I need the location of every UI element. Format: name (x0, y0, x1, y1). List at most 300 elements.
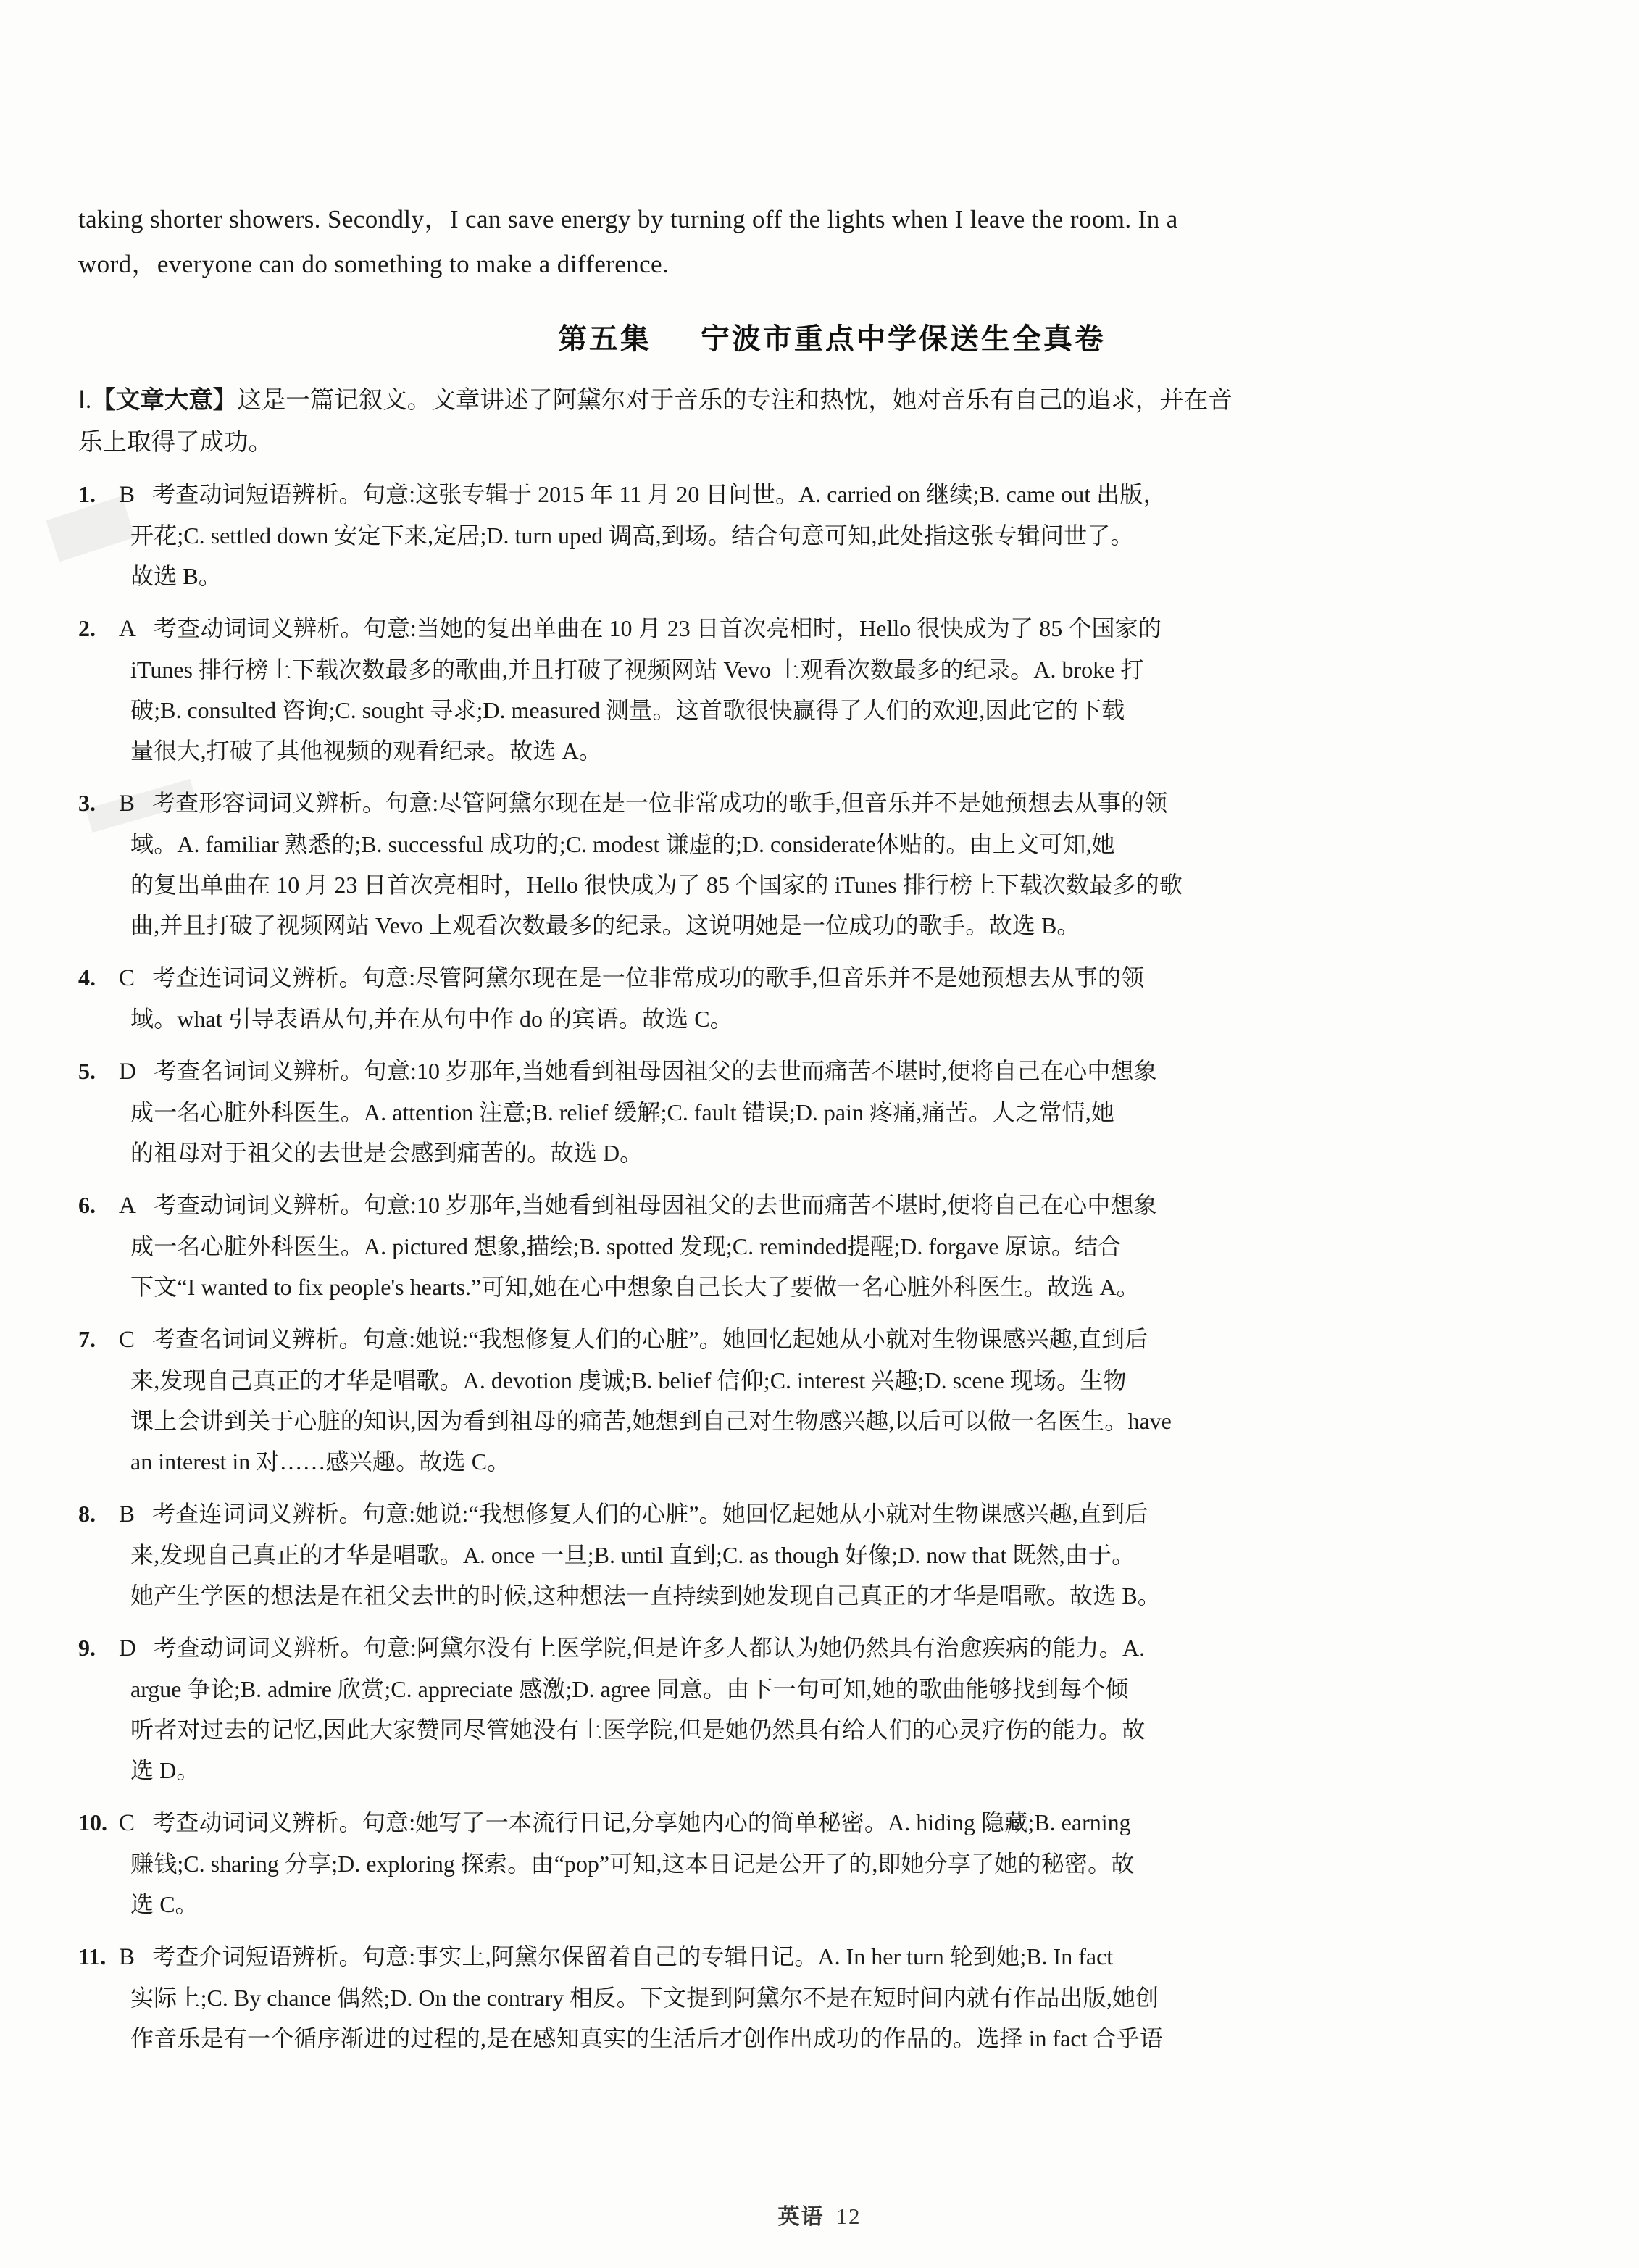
explanation-first-line (78, 1493, 1535, 1535)
text-run-latin: ;B. In fact (1019, 1943, 1114, 1969)
text-run-latin: ;D. pain (788, 1099, 870, 1125)
explanation-wrapped-line (78, 1575, 1535, 1616)
text-run-latin: B (177, 563, 199, 589)
text-run-cjk: 的宾语。故选 (549, 1005, 689, 1033)
text-run-cjk: 选 (130, 1756, 154, 1784)
text-run-cjk: 轮到她 (949, 1943, 1020, 1970)
correct-answer-letter: D (119, 1059, 136, 1085)
text-run-latin: ;C. reminded (725, 1233, 847, 1259)
explanation-first-line (78, 1185, 1535, 1226)
footer-subject (778, 2198, 862, 2230)
text-run-cjk: 这种想法一直持续到她发现自己真正的才华是唱歌。故选 (533, 1582, 1117, 1609)
text-run-cjk: 直到后 (1077, 1325, 1148, 1353)
text-run-cjk: 岁那年 (445, 1191, 516, 1219)
text-run-cjk: 岁那年 (445, 1057, 516, 1085)
answer-explanation-item (78, 1051, 1535, 1173)
explanation-wrapped-line (78, 1884, 1535, 1925)
text-run-latin: : (409, 1501, 416, 1527)
explanation-first-line (78, 1802, 1535, 1843)
text-run-cjk: 可知 (609, 1850, 656, 1877)
text-run-latin: , (872, 1851, 878, 1877)
question-number: 7. (78, 1326, 96, 1352)
text-run-cjk: 考查动词词义辨析。句意 (153, 614, 411, 642)
text-run-latin: :“ (462, 1501, 479, 1527)
text-run-cjk: 考查动词词义辨析。句意 (152, 1809, 409, 1836)
text-run-latin: B (1035, 912, 1057, 938)
text-run-latin: do (514, 1006, 549, 1032)
text-run-latin: ;C. appreciate (384, 1676, 520, 1702)
text-run-cjk: 开花 (130, 522, 178, 549)
passage-summary (78, 379, 1535, 462)
text-run-latin: , (888, 1408, 895, 1434)
text-run-latin: :10 (410, 1192, 446, 1218)
text-run-cjk: 她 (1091, 830, 1115, 858)
text-run-latin: , (866, 1676, 872, 1702)
text-run-cjk: 但音乐并不是她预想去从事的领 (841, 789, 1168, 817)
text-run-latin: A. devotion (462, 1367, 578, 1393)
text-run-latin: , (835, 790, 841, 816)
text-run-cjk: 现场。生物 (1009, 1367, 1127, 1394)
text-run-latin: Hello (859, 615, 917, 641)
text-run-latin: A (1093, 1274, 1117, 1300)
carry-over-line-1: taking shorter showers. Secondly，I can save energy by turning off the lights when I leave the room. In a (78, 205, 1178, 233)
answer-explanation-item (78, 1493, 1535, 1616)
explanation-wrapped-line (78, 905, 1535, 946)
text-run-cjk: 调高 (609, 522, 656, 549)
question-number: 9. (78, 1635, 96, 1661)
correct-answer-letter: B (119, 1944, 135, 1970)
question-number: 10. (78, 1809, 107, 1835)
text-run-cjk: 感兴趣。故选 (325, 1448, 466, 1475)
text-run-latin: Vevo (370, 912, 429, 938)
text-run-latin: ;B. belief (625, 1367, 717, 1393)
text-run-latin: , (656, 1851, 662, 1877)
text-run-latin: 10 (603, 615, 638, 641)
explanation-first-line (78, 608, 1535, 649)
explanation-first-line (78, 1319, 1535, 1360)
text-run-latin: 23 (328, 872, 364, 898)
text-run-cjk: 寻求 (430, 696, 477, 724)
text-run-cjk: 虔诚 (577, 1367, 625, 1394)
text-run-latin: , (317, 1717, 323, 1743)
text-run-cjk: 同意。由下一句可知 (656, 1675, 867, 1703)
text-run-cjk: 到场。结合句意可知 (661, 522, 872, 549)
text-run-cjk: 。 (198, 562, 222, 590)
text-run-cjk: 由于。 (1064, 1541, 1135, 1569)
explanation-first-line (78, 957, 1535, 998)
text-run-cjk: 破 (130, 696, 154, 724)
text-run-latin: , (1072, 1501, 1078, 1527)
text-run-cjk: 。 (1056, 912, 1080, 939)
text-run-latin: ;D. considerate (735, 831, 876, 857)
text-run-cjk: 赚钱 (130, 1850, 178, 1877)
text-run-cjk: 并且打破了视频网站 (507, 656, 718, 683)
text-run-cjk: 成一名心脏外科医生。 (130, 1233, 364, 1260)
text-run-cjk: 因此它的下载 (985, 696, 1125, 724)
text-run-cjk: 出版， (1096, 480, 1167, 508)
text-run-cjk: 排行榜上下载次数最多的歌曲 (198, 656, 502, 683)
answer-explanation-list (78, 474, 1535, 2059)
answer-explanation-item (78, 957, 1535, 1039)
section-roman-marker: Ⅰ. (78, 387, 92, 414)
text-run-cjk: 她写了一本流行日记 (415, 1809, 625, 1836)
text-run-cjk: 这本日记是公开了的 (662, 1850, 872, 1877)
text-run-cjk: 尽管阿黛尔现在是一位非常成功的歌手 (438, 789, 835, 817)
text-run-cjk: 发现自己真正的才华是唱歌。 (159, 1541, 463, 1569)
text-run-latin: , (871, 522, 877, 549)
text-run-cjk: 。她回忆起她从小就对生物课感兴趣 (698, 1325, 1072, 1353)
text-run-cjk: 。 (578, 737, 602, 764)
explanation-first-line (78, 1936, 1535, 1977)
text-run-cjk: 欣赏 (337, 1675, 385, 1703)
explanation-wrapped-line (78, 1709, 1535, 1750)
text-run-latin: , (1072, 1326, 1078, 1352)
text-run-cjk: 故选 (130, 562, 178, 590)
text-run-cjk: 打破了其他视频的观看纪录。故选 (206, 737, 556, 764)
text-run-cjk: 。 (175, 1890, 199, 1918)
text-run-latin: ” (688, 1326, 699, 1352)
text-run-latin: , (655, 522, 662, 549)
text-run-latin: iTunes (130, 656, 199, 683)
text-run-cjk: 听者对过去的记忆 (130, 1716, 317, 1743)
text-run-cjk: 我想修复人们的心脏 (478, 1325, 689, 1353)
text-run-latin: A (556, 738, 579, 764)
text-run-latin: , (428, 522, 434, 549)
text-run-cjk: 熟悉的 (284, 830, 355, 858)
text-run-cjk: 隐藏 (981, 1809, 1028, 1836)
answer-explanation-item (78, 1627, 1535, 1790)
text-run-cjk: 偶然 (337, 1984, 384, 2011)
text-run-latin: , (672, 1717, 679, 1743)
text-run-latin: ;D. On the contrary (383, 1985, 570, 2011)
explanation-wrapped-line (78, 730, 1535, 771)
text-run-cjk: 分享她内心的简单秘密。 (630, 1809, 888, 1836)
text-run-cjk: 她产生学医的想法是在祖父去世的时候 (130, 1582, 527, 1609)
text-run-latin: ;D. agree (565, 1676, 656, 1702)
text-run-cjk: 疼痛 (869, 1098, 917, 1126)
question-number: 5. (78, 1058, 96, 1084)
text-run-cjk: 体贴的。由上文可知 (875, 830, 1086, 858)
text-run-cjk: 她的歌曲能够找到每个倾 (872, 1675, 1129, 1703)
text-run-cjk: 痛苦。人之常情 (922, 1098, 1085, 1126)
text-run-latin: , (1085, 1099, 1091, 1125)
text-run-cjk: 。 (487, 1448, 511, 1475)
text-run-latin: , (154, 912, 160, 938)
text-run-latin: ;C. By chance (200, 1985, 337, 2011)
text-run-latin: , (154, 1367, 160, 1393)
text-run-cjk: 提醒 (846, 1233, 894, 1260)
explanation-wrapped-line (78, 1977, 1535, 2018)
text-run-latin: C (154, 1891, 175, 1917)
text-run-latin: : (432, 790, 439, 816)
text-run-latin: Hello (526, 872, 584, 898)
text-run-cjk: 实际上 (130, 1984, 201, 2011)
text-run-cjk: 感激 (519, 1675, 566, 1703)
text-run-cjk: 域。 (130, 1005, 178, 1033)
text-run-cjk: 打 (1120, 656, 1144, 683)
text-run-cjk: 并在从句中作 (373, 1005, 514, 1033)
text-run-latin: , (916, 1099, 922, 1125)
text-run-latin: : (409, 481, 416, 507)
correct-answer-letter: A (119, 616, 136, 642)
text-run-cjk: 选 (130, 1890, 154, 1918)
text-run-cjk: 个国家的 (1068, 614, 1162, 642)
question-number: 11. (78, 1943, 107, 1969)
text-run-cjk: 上观看次数最多的纪录。这说明她是一位成功的歌手。故选 (428, 912, 1035, 939)
explanation-wrapped-line (78, 1669, 1535, 1709)
text-run-cjk: 错误 (742, 1098, 789, 1126)
text-run-latin: 85 (700, 872, 735, 898)
text-run-cjk: 她说 (415, 1325, 462, 1353)
passage-summary-line-1 (78, 379, 1535, 421)
text-run-latin: ;C. as though (716, 1542, 845, 1568)
text-run-latin: argue (130, 1676, 188, 1702)
explanation-wrapped-line (78, 1226, 1535, 1267)
question-number: 1. (78, 481, 96, 507)
text-run-cjk: 排行榜上下载次数最多的歌 (902, 871, 1183, 899)
correct-answer-letter: C (119, 965, 135, 991)
explanation-wrapped-line (78, 1401, 1535, 1441)
text-run-cjk: 。 (1137, 1582, 1161, 1609)
explanation-wrapped-line (78, 1750, 1535, 1790)
text-run-cjk: 日问世。 (705, 480, 799, 508)
text-run-cjk: 月 (638, 614, 662, 642)
text-run-cjk: 安定下来 (334, 522, 428, 549)
text-run-cjk: 以后可以做一名医生。 (894, 1407, 1128, 1435)
text-run-latin: : (409, 1943, 416, 1969)
footer-page-number: 12 (835, 2204, 862, 2229)
text-run-latin: , (485, 1943, 491, 1969)
explanation-wrapped-line (78, 1267, 1535, 1307)
text-run-cjk: 咨询 (282, 696, 329, 724)
text-run-latin: , (941, 1192, 948, 1218)
text-run-cjk: 阿黛尔保留着自己的专辑日记。 (491, 1943, 818, 1970)
correct-answer-letter: B (119, 791, 135, 817)
text-run-cjk: 她在心中想象自己长大了要做一名心脏外科医生。故选 (533, 1273, 1094, 1301)
section-title-text: 宁波市重点中学保送生全真卷 (700, 322, 1106, 356)
text-run-latin: , (1059, 1542, 1065, 1568)
text-run-latin: , (480, 2025, 487, 2051)
text-run-cjk: 很快成为了 (583, 871, 701, 899)
text-run-cjk: 上观看次数最多的纪录。 (777, 656, 1034, 683)
question-number: 3. (78, 790, 96, 816)
text-run-latin: ;C. interest (763, 1367, 872, 1393)
text-run-cjk: 因此大家赞同尽管她没有上医学院 (322, 1716, 673, 1743)
explanation-wrapped-line (78, 1360, 1535, 1401)
text-run-cjk: 我想修复人们的心脏 (478, 1500, 689, 1527)
text-run-cjk: 曲 (130, 912, 154, 939)
explanation-wrapped-line (78, 1092, 1535, 1133)
text-run-cjk: 是在感知真实的生活后才创作出成功的作品的。选择 (486, 2025, 1023, 2052)
section-heading (78, 316, 1535, 357)
explanation-first-line (78, 1051, 1535, 1092)
text-run-latin: iTunes (828, 872, 903, 898)
text-run-latin: ;D. turn uped (480, 522, 609, 549)
text-run-latin: ;D. measured (476, 697, 606, 723)
text-run-latin: 23 (661, 615, 696, 641)
text-run-latin: 10 (270, 872, 306, 898)
text-run-cjk: 年 (590, 480, 614, 508)
text-run-latin: , (200, 738, 207, 764)
text-run-latin: , (1106, 1985, 1112, 2011)
text-run-cjk: 域。 (130, 830, 178, 858)
answer-explanation-item (78, 608, 1535, 771)
text-run-latin: , (154, 1542, 160, 1568)
carry-over-paragraph (78, 197, 1535, 287)
explanation-wrapped-line (78, 2018, 1535, 2059)
text-run-cjk: 她创 (1112, 1984, 1159, 2011)
text-run-cjk: 个国家的 (735, 871, 829, 899)
text-run-latin: an interest in (130, 1448, 257, 1475)
footer-subject-label: 英语 (777, 2204, 825, 2230)
text-run-cjk: 好像 (844, 1541, 892, 1569)
text-run-cjk: 。 (1116, 1273, 1140, 1301)
text-run-cjk: 考查名词词义辨析。句意 (153, 1057, 411, 1085)
text-run-latin: ;C. modest (559, 831, 666, 857)
text-run-cjk: 即她分享了她的秘密。故 (877, 1850, 1135, 1877)
text-run-cjk: 月 (305, 871, 329, 899)
text-run-cjk: 但是她仍然具有给人们的心灵疗伤的能力。故 (678, 1716, 1146, 1743)
page-footer (0, 2198, 1639, 2230)
text-run-latin: ;B. admire (233, 1676, 338, 1702)
text-run-latin: D (154, 1757, 177, 1783)
text-run-cjk: 但音乐并不是她预想去从事的领 (817, 964, 1145, 991)
text-run-latin: , (410, 1408, 417, 1434)
text-run-latin: C (465, 1448, 488, 1475)
question-number: 4. (78, 964, 96, 991)
text-run-cjk: 当她的复出单曲在 (416, 614, 604, 642)
text-run-latin: , (367, 1006, 374, 1032)
text-run-latin: ;B. relief (525, 1099, 614, 1125)
answer-explanation-item (78, 1319, 1535, 1482)
text-run-cjk: 缓解 (614, 1098, 661, 1126)
text-run-latin: A. once (462, 1542, 541, 1568)
correct-answer-letter: B (119, 1501, 135, 1527)
text-run-cjk: 信仰 (717, 1367, 764, 1394)
text-run-latin: ;B. consulted (154, 697, 283, 723)
text-run-cjk: 考查动词词义辨析。句意 (153, 1191, 411, 1219)
text-run-latin: “pop” (554, 1851, 610, 1877)
text-run-cjk: 当她看到祖母因祖父的去世而痛苦不堪时 (521, 1057, 942, 1085)
text-run-latin: ;D. forgave (893, 1233, 1005, 1259)
text-run-latin: D (597, 1140, 620, 1166)
text-run-cjk: 继续 (926, 480, 973, 508)
text-run-cjk: 阿黛尔没有上医学院 (416, 1634, 627, 1662)
text-run-cjk: 相反。下文提到阿黛尔不是在短时间内就有作品出版 (570, 1984, 1106, 2011)
text-run-latin: have (1127, 1408, 1172, 1434)
text-run-latin: , (625, 1809, 631, 1835)
text-run-cjk: 分享 (284, 1850, 332, 1877)
text-run-latin: ;C. settled down (177, 522, 335, 549)
text-run-latin: : (409, 1809, 416, 1835)
text-run-cjk: 发现自己真正的才华是唱歌。 (159, 1367, 463, 1394)
explanation-wrapped-line (78, 649, 1535, 690)
text-run-latin: “I wanted to fix people's hearts.” (177, 1274, 482, 1300)
text-run-latin: ;B. earning (1027, 1809, 1131, 1835)
text-run-latin: ;D. now that (891, 1542, 1013, 1568)
correct-answer-letter: D (119, 1635, 136, 1662)
explanation-wrapped-line (78, 556, 1535, 596)
text-run-latin: : (410, 1635, 417, 1661)
text-run-cjk: 对 (256, 1448, 280, 1475)
text-run-latin: what (177, 1006, 228, 1032)
text-run-cjk: 下文 (130, 1273, 178, 1301)
text-run-latin: A. broke (1033, 656, 1121, 683)
text-run-cjk: 争论 (187, 1675, 234, 1703)
text-run-latin: : (409, 1326, 416, 1352)
text-run-cjk: 她想到自己对生物感兴趣 (632, 1407, 889, 1435)
text-run-cjk: 但是许多人都认为她仍然具有治愈疾病的能力。 (632, 1634, 1122, 1662)
text-run-cjk: 。她回忆起她从小就对生物课感兴趣 (698, 1500, 1072, 1527)
text-run-latin: A. In her turn (817, 1943, 950, 1969)
text-run-cjk: 测量。这首歌很快赢得了人们的欢迎 (606, 696, 980, 724)
section-volume-label: 第五集 (558, 322, 652, 356)
text-run-cjk: 因为看到祖母的痛苦 (416, 1407, 627, 1435)
text-run-cjk: 考查介词短语辨析。句意 (152, 1943, 409, 1970)
text-run-latin: 11 (613, 481, 648, 507)
text-run-cjk: 一旦 (541, 1541, 588, 1569)
explanation-first-line (78, 783, 1535, 824)
explanation-wrapped-line (78, 998, 1535, 1039)
correct-answer-letter: B (119, 482, 135, 508)
text-run-latin: , (527, 1274, 534, 1300)
text-run-latin: …… (279, 1448, 326, 1475)
text-run-latin: ;C. sharing (177, 1851, 285, 1877)
text-run-latin: A. familiar (177, 831, 285, 857)
text-run-latin: C (688, 1006, 710, 1032)
question-number: 6. (78, 1192, 96, 1218)
text-run-latin: :“ (462, 1326, 479, 1352)
text-run-latin: , (527, 1583, 533, 1609)
text-run-cjk: 日首次亮相时， (363, 871, 527, 899)
text-run-latin: A. (1122, 1635, 1146, 1661)
text-run-cjk: 事实上 (415, 1943, 485, 1970)
text-run-cjk: 想象 (473, 1233, 521, 1260)
text-run-cjk: 。 (176, 1756, 200, 1784)
answer-explanation-item (78, 1185, 1535, 1307)
answer-explanation-item (78, 783, 1535, 946)
text-run-latin: : (409, 964, 416, 991)
summary-text-line-1: 这是一篇记叙文。文章讲述了阿黛尔对于音乐的专注和热忱，她对音乐有自己的追求，并在音 (237, 385, 1233, 414)
explanation-wrapped-line (78, 690, 1535, 730)
text-run-cjk: 考查连词词义辨析。句意 (152, 1500, 409, 1527)
text-run-latin: A. carried on (798, 481, 927, 507)
answer-explanation-item (78, 1936, 1535, 2059)
text-run-cjk: 尽管阿黛尔现在是一位非常成功的歌手 (415, 964, 812, 991)
text-run-cjk: 当她看到祖母因祖父的去世而痛苦不堪时 (521, 1191, 942, 1219)
text-run-cjk: 可知 (481, 1273, 528, 1301)
explanation-wrapped-line (78, 1843, 1535, 1884)
text-run-cjk: 注意 (479, 1098, 526, 1126)
text-run-latin: , (501, 656, 508, 683)
text-run-cjk: 月 (647, 480, 671, 508)
text-run-latin: , (979, 697, 985, 723)
text-run-cjk: 很快成为了 (917, 614, 1034, 642)
text-run-latin: B (1116, 1583, 1138, 1609)
text-run-cjk: 这张专辑于 (415, 480, 533, 508)
text-run-latin: ;B. came out (972, 481, 1097, 507)
text-run-cjk: 定居 (433, 522, 480, 549)
text-run-cjk: 来 (130, 1541, 154, 1569)
text-run-cjk: 探索。由 (460, 1850, 554, 1877)
summary-text-line-2: 乐上取得了成功。 (78, 428, 272, 456)
text-run-latin: :10 (410, 1058, 446, 1084)
text-run-cjk: 发现 (679, 1233, 726, 1260)
page-content (78, 0, 1535, 2059)
summary-tag: 【文章大意】 (91, 385, 238, 414)
text-run-latin: , (520, 1233, 527, 1259)
text-run-latin: , (1085, 831, 1092, 857)
